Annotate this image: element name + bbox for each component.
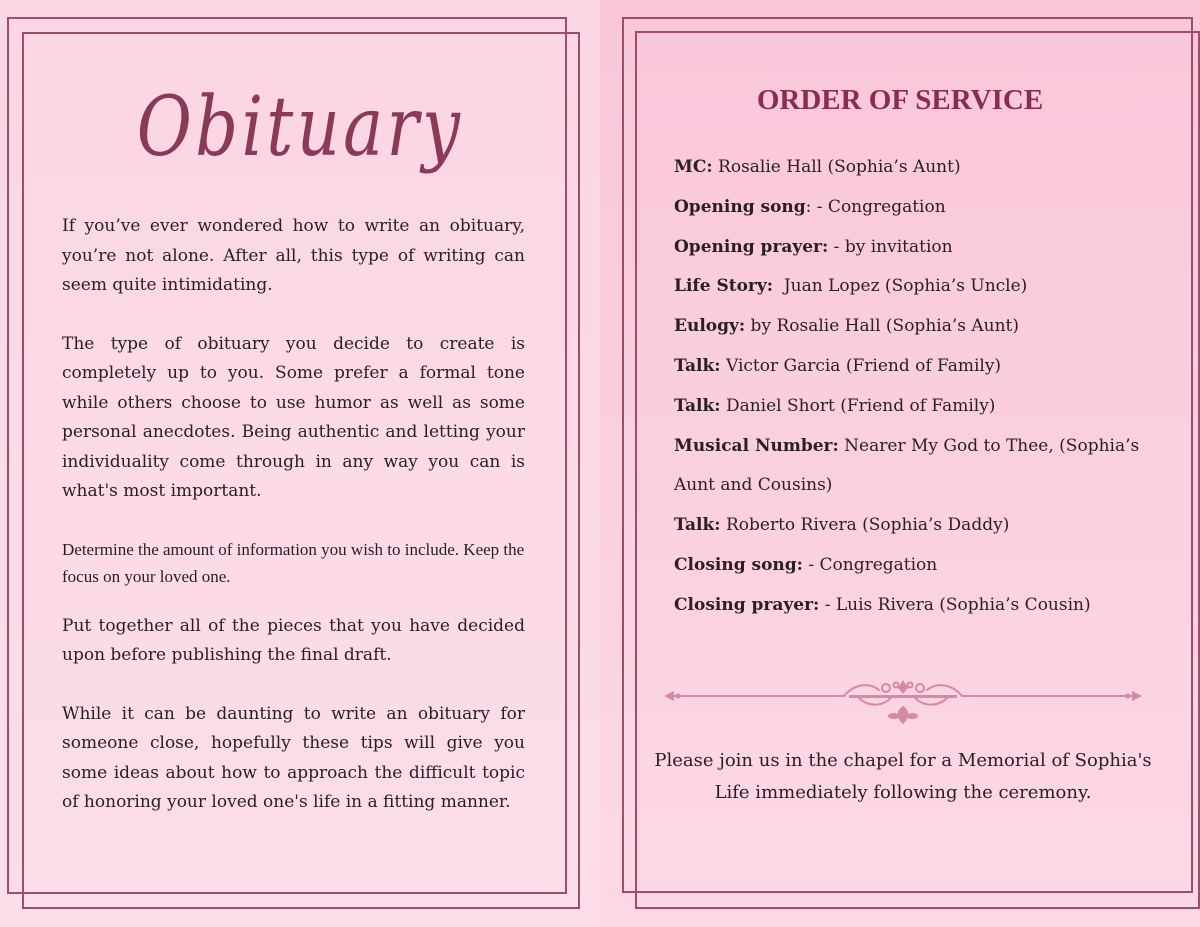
- service-item-opening-song: [674, 188, 1174, 228]
- floral-divider-icon: [664, 676, 1142, 732]
- service-item-mc: [674, 148, 1174, 188]
- service-item-talk-1: [674, 347, 1174, 387]
- service-item-label: Life Story:: [674, 276, 774, 297]
- service-item-text: : - Congregation: [805, 196, 946, 217]
- service-item-eulogy: [674, 307, 1174, 347]
- service-item-label: Talk:: [674, 515, 721, 536]
- service-item-text: - Congregation: [802, 554, 938, 575]
- obituary-paragraph-3: Determine the amount of information you wish to include. Keep the focus on your loved one.: [62, 539, 525, 586]
- service-item-label: Closing prayer:: [674, 594, 820, 615]
- service-item-text: Rosalie Hall (Sophia’s Aunt): [712, 157, 961, 177]
- service-item-text: Roberto Rivera (Sophia’s Daddy): [720, 515, 1010, 536]
- service-item-text: Daniel Short (Friend of Family): [720, 395, 996, 416]
- service-item-musical-number: [674, 427, 1174, 507]
- service-item-talk-3: [674, 506, 1174, 546]
- memorial-note: Please join us in the chapel for a Memorial of Sophia's Life immediately following the ceremony.: [654, 750, 1152, 803]
- service-item-label: Opening prayer:: [674, 236, 829, 257]
- service-item-life-story: [674, 267, 1174, 307]
- service-item-closing-prayer: [674, 586, 1174, 626]
- service-item-text: Victor Garcia (Friend of Family): [720, 355, 1002, 376]
- service-item-opening-prayer: [674, 228, 1174, 268]
- obituary-paragraph-5: While it can be daunting to write an obituary for someone close, hopefully these tips will give you some ideas about how to approach the difficult topic of honoring your loved one's life in a fitting manner.: [62, 703, 525, 812]
- order-of-service-list: [674, 148, 1174, 626]
- service-item-label: Closing song:: [674, 554, 803, 575]
- service-item-text: - Luis Rivera (Sophia’s Cousin): [819, 594, 1091, 615]
- service-item-label: Eulogy:: [674, 316, 746, 337]
- service-item-label: Talk:: [674, 395, 721, 416]
- obituary-title: Obituary: [136, 80, 464, 175]
- service-item-text: Nearer My God to Thee, (Sophia’s Aunt and Cousins): [674, 435, 1140, 496]
- service-item-text: Juan Lopez (Sophia’s Uncle): [773, 276, 1028, 297]
- service-item-label: Musical Number:: [674, 435, 839, 456]
- service-item-label: MC:: [674, 157, 713, 177]
- service-item-text: by Rosalie Hall (Sophia’s Aunt): [745, 316, 1020, 337]
- service-item-text: - by invitation: [828, 236, 953, 257]
- service-item-talk-2: [674, 387, 1174, 427]
- obituary-paragraph-2: The type of obituary you decide to create is completely up to you. Some prefer a formal tone while others choose to use humor as well as some personal anecdotes. Being authentic and letting your individuality come through in any way you can is what's most important.: [62, 333, 525, 501]
- order-of-service-title: ORDER OF SERVICE: [756, 84, 1044, 116]
- obituary-body: [62, 212, 525, 847]
- obituary-paragraph-4: Put together all of the pieces that you have decided upon before publishing the final draft.: [62, 615, 525, 665]
- service-item-label: Talk:: [674, 355, 721, 376]
- service-item-closing-song: [674, 546, 1174, 586]
- obituary-paragraph-1: If you’ve ever wondered how to write an obituary, you’re not alone. After all, this type of writing can seem quite intimidating.: [62, 216, 525, 295]
- service-item-label: Opening song: [674, 196, 806, 217]
